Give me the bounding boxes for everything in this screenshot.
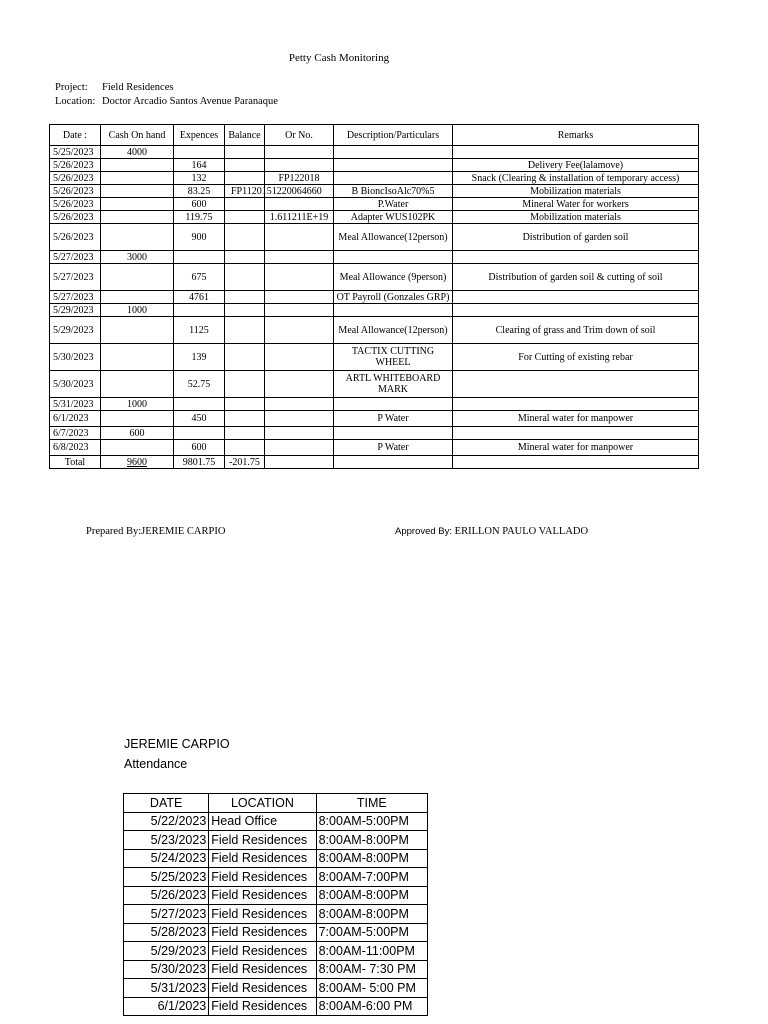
attendance-row xyxy=(124,960,428,979)
attendance-title: Attendance xyxy=(124,757,188,771)
cell-expense: 900 xyxy=(174,224,225,251)
cell-or-no xyxy=(265,371,334,398)
att-time: 8:00AM- 7:30 PM xyxy=(316,960,427,979)
cell-date: 5/26/2023 xyxy=(50,211,101,224)
cell-description: Meal Allowance (9person) xyxy=(334,264,453,291)
attendance-name: JEREMIE CARPIO xyxy=(124,737,230,751)
cell-description xyxy=(334,172,453,185)
cell-cash xyxy=(101,291,174,304)
cell-empty xyxy=(453,456,699,469)
total-row xyxy=(50,456,699,469)
cell-remarks xyxy=(453,427,699,440)
approved-label: Approved By: xyxy=(395,526,453,537)
header-or-no: Or No. xyxy=(265,125,334,146)
cell-or-no xyxy=(265,411,334,427)
cell-description: Meal Allowance(12person) xyxy=(334,224,453,251)
attendance-row xyxy=(124,997,428,1016)
cell-remarks: Mineral water for manpower xyxy=(453,440,699,456)
cell-expense xyxy=(174,398,225,411)
att-time: 8:00AM-8:00PM xyxy=(316,831,427,850)
cell-description xyxy=(334,159,453,172)
cell-expense: 450 xyxy=(174,411,225,427)
att-location: Field Residences xyxy=(209,997,316,1016)
att-date: 5/26/2023 xyxy=(124,886,209,905)
total-expense: 9801.75 xyxy=(174,456,225,469)
table-row xyxy=(50,211,699,224)
cell-description: P.Water xyxy=(334,198,453,211)
att-location: Field Residences xyxy=(209,923,316,942)
cell-expense: 132 xyxy=(174,172,225,185)
attendance-header-row xyxy=(124,794,428,813)
table-row xyxy=(50,291,699,304)
cell-cash: 3000 xyxy=(101,251,174,264)
project-value: Field Residences xyxy=(102,82,174,93)
header-balance: Balance xyxy=(225,125,265,146)
approved-name: ERILLON PAULO VALLADO xyxy=(454,526,589,537)
cell-cash: 1000 xyxy=(101,304,174,317)
approved-by xyxy=(395,526,588,537)
table-row xyxy=(50,440,699,456)
table-row xyxy=(50,198,699,211)
cell-cash xyxy=(101,344,174,371)
att-date: 5/29/2023 xyxy=(124,942,209,961)
cell-expense: 600 xyxy=(174,440,225,456)
cell-or-no xyxy=(265,304,334,317)
cell-remarks xyxy=(453,291,699,304)
cell-description: OT Payroll (Gonzales GRP) xyxy=(334,291,453,304)
att-location: Field Residences xyxy=(209,960,316,979)
header-date: DATE xyxy=(124,794,209,813)
attendance-table xyxy=(123,793,428,1016)
cell-date: 5/27/2023 xyxy=(50,264,101,291)
cell-expense: 83.25 xyxy=(174,185,225,198)
header-description: Description/Particulars xyxy=(334,125,453,146)
cell-date: 5/29/2023 xyxy=(50,304,101,317)
cell-date: 5/26/2023 xyxy=(50,159,101,172)
cell-remarks xyxy=(453,146,699,159)
att-time: 8:00AM-11:00PM xyxy=(316,942,427,961)
cell-expense: 164 xyxy=(174,159,225,172)
total-cash-value: 9600 xyxy=(127,456,147,468)
location-value: Doctor Arcadio Santos Avenue Paranaque xyxy=(102,96,278,107)
cell-description xyxy=(334,251,453,264)
attendance-row xyxy=(124,905,428,924)
location-line xyxy=(55,96,278,107)
cell-cash xyxy=(101,185,174,198)
cell-cash xyxy=(101,411,174,427)
cell-balance xyxy=(225,411,265,427)
cell-cash xyxy=(101,224,174,251)
att-time: 8:00AM-7:00PM xyxy=(316,868,427,887)
attendance-row xyxy=(124,942,428,961)
table-row xyxy=(50,411,699,427)
cell-expense xyxy=(174,146,225,159)
cell-cash: 600 xyxy=(101,427,174,440)
att-time: 8:00AM-8:00PM xyxy=(316,849,427,868)
total-cash xyxy=(101,456,174,469)
page-title: Petty Cash Monitoring xyxy=(288,52,390,64)
header-remarks: Remarks xyxy=(453,125,699,146)
cell-remarks: Distribution of garden soil xyxy=(453,224,699,251)
cell-or-no xyxy=(265,251,334,264)
header-expences: Expences xyxy=(174,125,225,146)
cell-cash xyxy=(101,440,174,456)
attendance-row xyxy=(124,923,428,942)
cell-expense: 119.75 xyxy=(174,211,225,224)
cell-balance xyxy=(225,159,265,172)
att-location: Head Office xyxy=(209,812,316,831)
att-time: 8:00AM-8:00PM xyxy=(316,905,427,924)
cell-empty xyxy=(334,456,453,469)
att-location: Field Residences xyxy=(209,979,316,998)
attendance-row xyxy=(124,886,428,905)
cell-description: P Water xyxy=(334,440,453,456)
cell-cash xyxy=(101,371,174,398)
cell-cash xyxy=(101,198,174,211)
table-row xyxy=(50,317,699,344)
cell-cash xyxy=(101,211,174,224)
att-date: 5/24/2023 xyxy=(124,849,209,868)
attendance-row xyxy=(124,831,428,850)
cell-balance: FP1120151220064660 xyxy=(225,185,265,198)
att-location: Field Residences xyxy=(209,868,316,887)
att-time: 7:00AM-5:00PM xyxy=(316,923,427,942)
att-date: 6/1/2023 xyxy=(124,997,209,1016)
cell-remarks: Mineral water for manpower xyxy=(453,411,699,427)
project-label: Project: xyxy=(55,82,88,93)
cell-date: 5/26/2023 xyxy=(50,172,101,185)
cell-description: P Water xyxy=(334,411,453,427)
att-date: 5/28/2023 xyxy=(124,923,209,942)
attendance-row xyxy=(124,979,428,998)
att-time: 8:00AM-8:00PM xyxy=(316,886,427,905)
att-location: Field Residences xyxy=(209,886,316,905)
cell-or-no: FP122018 xyxy=(265,172,334,185)
cell-date: 5/27/2023 xyxy=(50,291,101,304)
cell-description xyxy=(334,304,453,317)
cell-cash xyxy=(101,317,174,344)
cell-balance xyxy=(225,304,265,317)
cell-remarks: Mobilization materials xyxy=(453,211,699,224)
cell-date: 5/29/2023 xyxy=(50,317,101,344)
att-date: 5/31/2023 xyxy=(124,979,209,998)
header-time: TIME xyxy=(316,794,427,813)
table-row xyxy=(50,185,699,198)
att-location: Field Residences xyxy=(209,849,316,868)
cell-date: 5/30/2023 xyxy=(50,371,101,398)
table-row xyxy=(50,159,699,172)
table-row xyxy=(50,398,699,411)
total-label: Total xyxy=(50,456,101,469)
cell-cash: 4000 xyxy=(101,146,174,159)
cell-remarks: Delivery Fee(lalamove) xyxy=(453,159,699,172)
attendance-row xyxy=(124,812,428,831)
cell-or-no xyxy=(265,146,334,159)
cell-remarks xyxy=(453,251,699,264)
cell-expense: 52.75 xyxy=(174,371,225,398)
petty-cash-table xyxy=(49,124,699,469)
table-row xyxy=(50,251,699,264)
cell-remarks: Mineral Water for workers xyxy=(453,198,699,211)
cell-remarks xyxy=(453,398,699,411)
cell-description: Meal Allowance(12person) xyxy=(334,317,453,344)
cell-or-no xyxy=(265,440,334,456)
cell-expense xyxy=(174,251,225,264)
att-date: 5/22/2023 xyxy=(124,812,209,831)
cell-cash: 1000 xyxy=(101,398,174,411)
cell-expense: 1125 xyxy=(174,317,225,344)
cell-cash xyxy=(101,159,174,172)
table-row xyxy=(50,427,699,440)
cell-date: 6/8/2023 xyxy=(50,440,101,456)
cell-cash xyxy=(101,264,174,291)
att-location: Field Residences xyxy=(209,905,316,924)
att-date: 5/23/2023 xyxy=(124,831,209,850)
att-location: Field Residences xyxy=(209,831,316,850)
att-time: 8:00AM-5:00PM xyxy=(316,812,427,831)
cell-remarks: Clearing of grass and Trim down of soil xyxy=(453,317,699,344)
cell-balance xyxy=(225,317,265,344)
cell-expense: 139 xyxy=(174,344,225,371)
table-header-row xyxy=(50,125,699,146)
attendance-row xyxy=(124,868,428,887)
cell-balance xyxy=(225,427,265,440)
cell-date: 5/27/2023 xyxy=(50,251,101,264)
total-balance: -201.75 xyxy=(225,456,265,469)
cell-balance xyxy=(225,440,265,456)
cell-balance xyxy=(225,251,265,264)
prepared-by: Prepared By:JEREMIE CARPIO xyxy=(86,526,226,537)
cell-balance xyxy=(225,198,265,211)
cell-or-no xyxy=(265,398,334,411)
cell-balance xyxy=(225,146,265,159)
location-label: Location: xyxy=(55,96,96,107)
cell-remarks: For Cutting of existing rebar xyxy=(453,344,699,371)
table-row xyxy=(50,172,699,185)
cell-remarks: Distribution of garden soil & cutting of soil xyxy=(453,264,699,291)
cell-date: 5/31/2023 xyxy=(50,398,101,411)
table-row xyxy=(50,344,699,371)
cell-expense: 675 xyxy=(174,264,225,291)
cell-expense xyxy=(174,427,225,440)
cell-date: 5/26/2023 xyxy=(50,198,101,211)
cell-or-no xyxy=(265,159,334,172)
table-row xyxy=(50,224,699,251)
cell-description xyxy=(334,427,453,440)
header-location: LOCATION xyxy=(209,794,316,813)
cell-balance xyxy=(225,371,265,398)
cell-expense xyxy=(174,304,225,317)
table-row xyxy=(50,304,699,317)
cell-cash xyxy=(101,172,174,185)
cell-date: 6/1/2023 xyxy=(50,411,101,427)
att-time: 8:00AM-6:00 PM xyxy=(316,997,427,1016)
cell-description: B BioncIsoAlc70%5 xyxy=(334,185,453,198)
att-date: 5/25/2023 xyxy=(124,868,209,887)
cell-or-no: 1.611211E+19 xyxy=(265,211,334,224)
cell-or-no xyxy=(265,224,334,251)
cell-description: TACTIX CUTTING WHEEL xyxy=(334,344,453,371)
cell-balance xyxy=(225,398,265,411)
table-row xyxy=(50,264,699,291)
cell-balance xyxy=(225,264,265,291)
project-line xyxy=(55,82,173,93)
header-cash-on-hand: Cash On hand xyxy=(101,125,174,146)
attendance-row xyxy=(124,849,428,868)
cell-remarks xyxy=(453,371,699,398)
cell-balance xyxy=(225,291,265,304)
cell-remarks: Snack (Clearing & installation of temporary access) xyxy=(453,172,699,185)
cell-date: 6/7/2023 xyxy=(50,427,101,440)
cell-balance xyxy=(225,344,265,371)
cell-expense: 600 xyxy=(174,198,225,211)
cell-description xyxy=(334,146,453,159)
cell-expense: 4761 xyxy=(174,291,225,304)
cell-date: 5/26/2023 xyxy=(50,224,101,251)
att-date: 5/30/2023 xyxy=(124,960,209,979)
cell-description: Adapter WUS102PK xyxy=(334,211,453,224)
cell-or-no xyxy=(265,291,334,304)
cell-empty xyxy=(265,456,334,469)
cell-description: ARTL WHITEBOARD MARK xyxy=(334,371,453,398)
table-row xyxy=(50,371,699,398)
cell-balance xyxy=(225,224,265,251)
cell-date: 5/25/2023 xyxy=(50,146,101,159)
cell-date: 5/30/2023 xyxy=(50,344,101,371)
cell-or-no xyxy=(265,264,334,291)
cell-description xyxy=(334,398,453,411)
cell-balance xyxy=(225,211,265,224)
cell-balance xyxy=(225,172,265,185)
cell-remarks xyxy=(453,304,699,317)
att-location: Field Residences xyxy=(209,942,316,961)
header-date: Date : xyxy=(50,125,101,146)
cell-remarks: Mobilization materials xyxy=(453,185,699,198)
cell-or-no xyxy=(265,344,334,371)
cell-date: 5/26/2023 xyxy=(50,185,101,198)
att-time: 8:00AM- 5:00 PM xyxy=(316,979,427,998)
att-date: 5/27/2023 xyxy=(124,905,209,924)
cell-or-no xyxy=(265,427,334,440)
table-row xyxy=(50,146,699,159)
cell-or-no xyxy=(265,198,334,211)
cell-or-no xyxy=(265,317,334,344)
